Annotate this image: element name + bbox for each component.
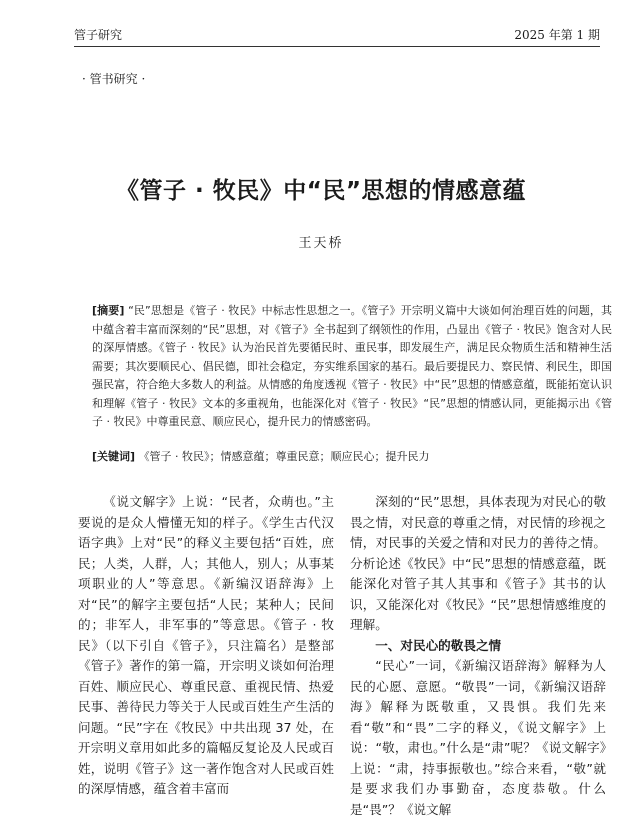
keywords-text: 《管子 · 牧民》；情感意蕴；尊重民意；顺应民心；提升民力: [138, 450, 430, 463]
section-label: · 管书研究 ·: [82, 72, 146, 86]
abstract-text: “民”思想是《管子 · 牧民》中标志性思想之一。《管子》开宗明义篇中大谈如何治理百姓的问题，其中蕴含着丰富而深刻的“民”思想，对《管子》全书起到了纲领性的作用，凸显出《管子 · 牧民》饱含对人民的深厚情感。《管子 · 牧民》认为治民首先要循民时、重民事，即发展生产，满足民众物质生活和精神生活需要；其次要顺民心、倡民德，即社会稳定，夯实维系国家的基石。最后要提民力、察民情、利民生，即国强民富，符合绝大多数人的利益。从情感的角度透视《管子 · 牧民》中“民”思想的情感意蕴，既能拓宽认识和理解《管子 · 牧民》文本的多重视角，也能深化对《管子 · 牧民》“民”思想的情感认同，更能揭示出《管子 · 牧民》中尊重民意、顺应民心，提升民力的情感密码。: [92, 304, 612, 428]
body-paragraph: “民心”一词，《新编汉语辞海》解释为人民的心愿、意愿。“敬畏”一词，《新编汉语辞海》解释为既敬重，又畏惧。我们先来看“敬”和“畏”二字的释义，《说文解字》上说：“敬，肃也。”什么是“肃”呢？《说文解字》上说：“肃，持事振敬也。”综合来看，“敬”就是要求我们办事勤奋，态度恭敬。什么是“畏”？《说文解: [350, 658, 606, 817]
keywords-label: [关键词]: [92, 450, 136, 463]
running-header: [74, 26, 600, 47]
article-title: 《管子 · 牧民》中“民”思想的情感意蕴: [116, 178, 526, 204]
section-heading: 一、对民心的敬畏之情: [375, 637, 502, 653]
abstract: [92, 302, 612, 432]
author-name: 王天桥: [298, 236, 344, 251]
body-paragraph: 深刻的“民”思想，具体表现为对民心的敬畏之情，对民意的尊重之情，对民情的珍视之情，对民事的关爱之情和对民力的善待之情。分析论述《牧民》中“民”思想的情感意蕴，既能深化对管子其人其事和《管子》其书的认识，又能深化对《牧民》“民”思想情感维度的理解。: [350, 494, 606, 632]
journal-name: 管子研究: [74, 28, 123, 42]
body-column-left: [78, 492, 334, 800]
abstract-label: [摘要]: [92, 304, 125, 317]
keywords: [92, 448, 612, 464]
body-paragraph: 《说文解字》上说：“民者，众萌也。”主要说的是众人懵懂无知的样子。《学生古代汉语字典》上对“民”的释义主要包括“百姓，庶民；人类，人群，人；其他人，别人；从事某项职业的人”等意思。《新编汉语辞海》上对“民”的解字主要包括“人民；某种人；民间的；非军人，非军事的”等意思。《管子 · 牧民》（以下引自《管子》，只注篇名）是整部《管子》著作的第一篇，开宗明义谈如何治理百姓、顺应民心、尊重民意、重视民情、热爱民事、善待民力等关于人民或百姓生产生活的问题。“民”字在《牧民》中共出现 37 处，在开宗明义章用如此多的篇幅反复论及人民或百姓，说明《管子》这一著作饱含对人民或百姓的深厚情感，蕴含着丰富而: [78, 494, 334, 796]
body-column-right: [350, 492, 606, 820]
issue-number: 2025 年第 1 期: [514, 28, 600, 42]
